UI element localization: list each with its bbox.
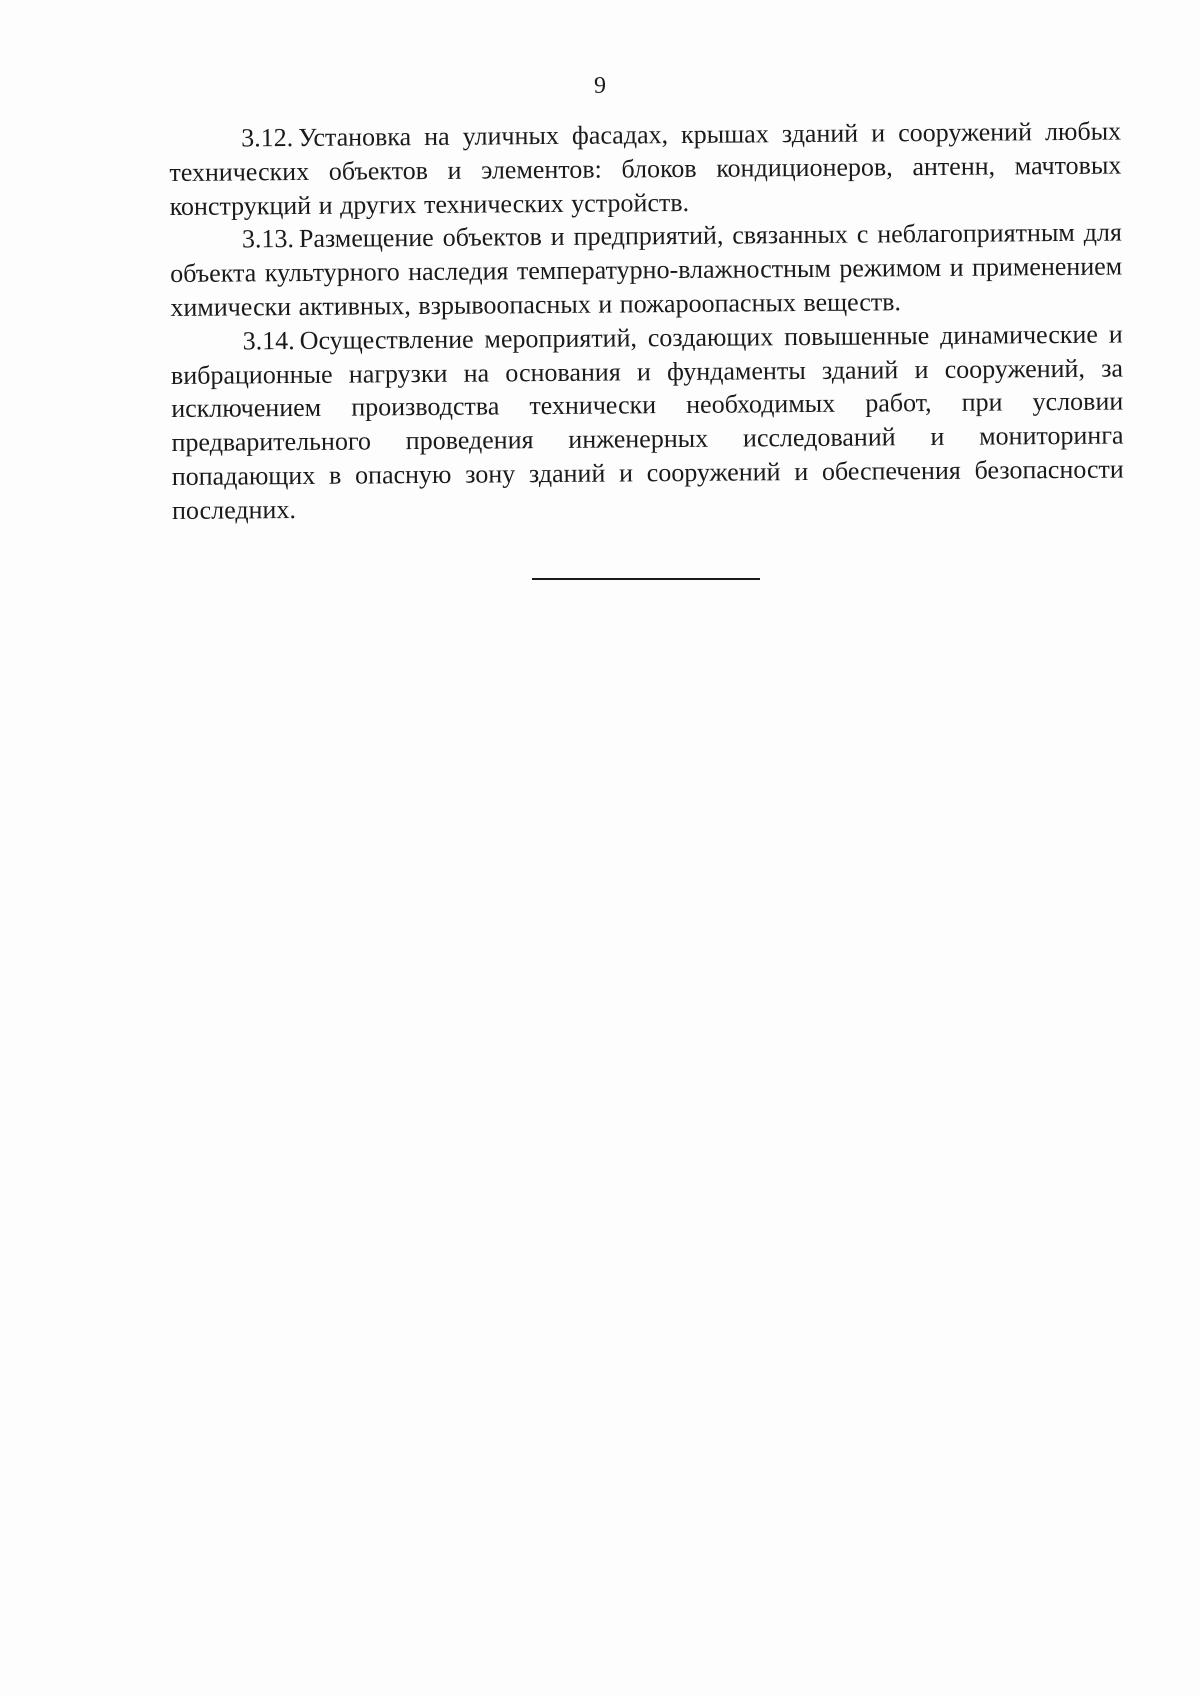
clause-text: Установка на уличных фасадах, крышах зданий и сооружений любых технических объектов и элементов: блоков кондиционеров, антенн, мачтовых конструкций и других технических устройств.: [169, 116, 1122, 221]
clause-number: 3.12.: [241, 123, 294, 153]
clause-3-12: [169, 115, 1122, 224]
end-of-document-rule: [532, 578, 760, 580]
clause-text: Осуществление мероприятий, создающих повышенные динамические и вибрационные нагрузки на основания и фундаменты зданий и сооружений, за исключением производства технически необходимых работ, при условии предварительного проведения инженерных исследований и мониторинга попадающих в опасную зону зданий и сооружений и обеспечения безопасности последних.: [170, 319, 1124, 525]
clause-text: Размещение объектов и предприятий, связанных с неблагоприятным для объекта культурного наследия температурно-влажностным режимом и применением химически активных, взрывоопасных и пожароопасных веществ.: [170, 217, 1123, 322]
document-body: [169, 115, 1124, 528]
clause-number: 3.13.: [241, 224, 295, 254]
clause-3-13: [170, 216, 1123, 325]
clause-number: 3.14.: [242, 325, 295, 356]
clause-3-14: [171, 317, 1125, 527]
page-number: 9: [594, 73, 606, 99]
